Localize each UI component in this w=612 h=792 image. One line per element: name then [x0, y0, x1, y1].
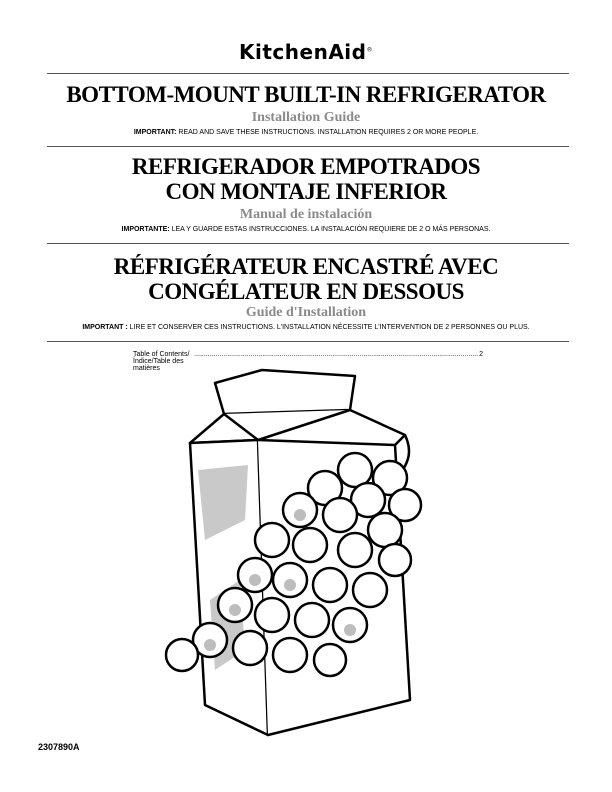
title-line: REFRIGERADOR EMPOTRADOS [131, 154, 481, 179]
important-text: READ AND SAVE THESE INSTRUCTIONS. INSTALLATION REQUIRES 2 OR MORE PEOPLE. [176, 129, 479, 136]
important-label: IMPORTANT: [133, 129, 177, 136]
subtitle-english: Installation Guide [251, 110, 361, 125]
registered-mark: ® [366, 46, 373, 54]
important-label: IMPORTANTE: [121, 226, 170, 233]
subtitle-french: Guide d'Installation [245, 305, 367, 320]
toc-page-number: 2 [479, 351, 483, 358]
title-line: BOTTOM-MOUNT BUILT-IN REFRIGERATOR [66, 82, 546, 107]
toc-label: Table of Contents/Índice/Table des matières [133, 351, 190, 372]
important-label: IMPORTANT : [82, 324, 128, 331]
important-text: LIRE ET CONSERVER CES INSTRUCTIONS. L'INSTALLATION NÉCESSITE L'INTERVENTION DE 2 PERSONNES OU PLUS. [127, 324, 530, 331]
important-text: LEA Y GUARDE ESTAS INSTRUCCIONES. LA INSTALACIÓN REQUIERE DE 2 O MÁS PERSONAS. [169, 226, 491, 233]
title-line: RÉFRIGÉRATEUR ENCASTRÉ AVEC [113, 254, 499, 279]
document-number: 2307890A [38, 742, 80, 752]
subtitle-spanish: Manual de instalación [239, 207, 373, 222]
toc-leader-dots: .................................................................................................................................................. [194, 351, 479, 358]
title-line: CONGÉLATEUR EN DESSOUS [148, 279, 464, 304]
title-line: CON MONTAJE INFERIOR [165, 179, 447, 204]
brand-name: KitchenAid [239, 40, 367, 64]
